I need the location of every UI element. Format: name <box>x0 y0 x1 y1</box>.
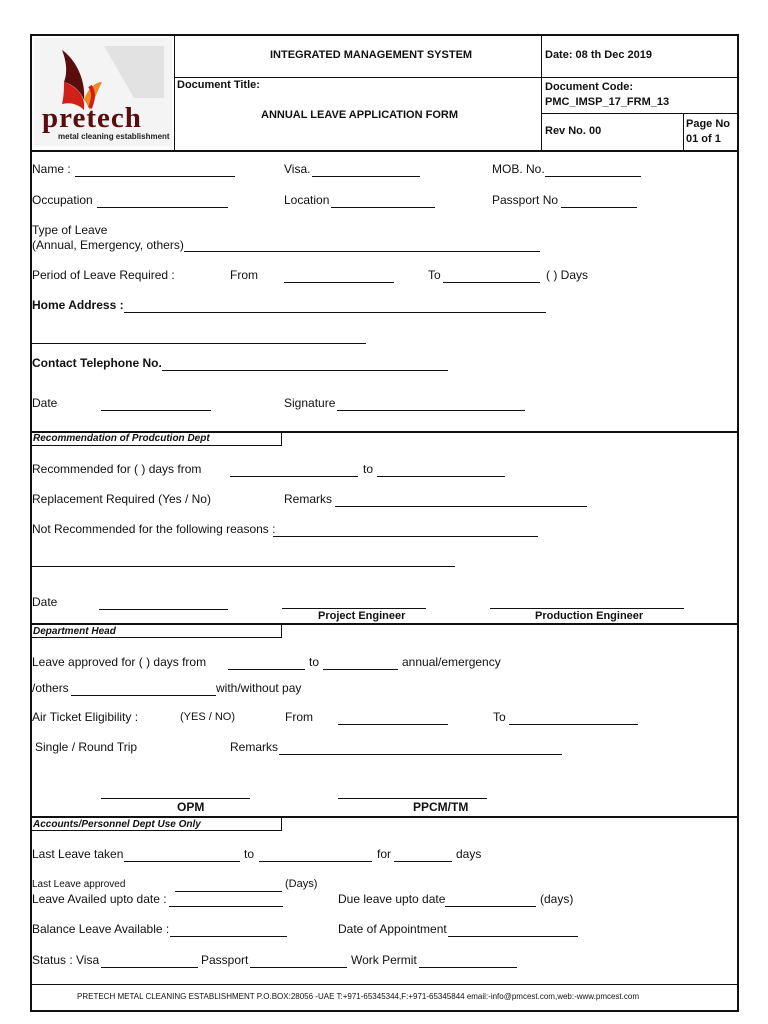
revision-number: Rev No. 00 <box>545 125 602 137</box>
recommended-to-label: to <box>363 462 374 476</box>
period-label: Period of Leave Required : <box>32 268 175 282</box>
header-bottom-rule <box>30 150 739 152</box>
period-to-label: To <box>428 268 441 282</box>
type-of-leave-label: Type of Leave <box>32 223 108 237</box>
project-engineer-sign-line[interactable] <box>282 608 426 609</box>
period-from-field[interactable] <box>284 282 394 283</box>
dept-head-remarks-field[interactable] <box>279 754 562 755</box>
document-code-label: Document Code: <box>545 81 633 93</box>
due-leave-days-label: (days) <box>540 892 574 906</box>
not-recommended-field-2[interactable] <box>32 566 455 567</box>
location-field[interactable] <box>331 207 435 208</box>
status-passport-label: Passport <box>201 953 249 967</box>
production-remarks-label: Remarks <box>284 492 333 506</box>
company-logo <box>34 38 172 146</box>
recommended-from-field[interactable] <box>230 476 358 477</box>
applicant-date-label: Date <box>32 396 58 410</box>
period-from-label: From <box>230 268 258 282</box>
document-title-label: Document Title: <box>177 79 260 91</box>
production-engineer-sign-line[interactable] <box>490 608 684 609</box>
not-recommended-label: Not Recommended for the following reasons : <box>32 522 276 536</box>
document-title: ANNUAL LEAVE APPLICATION FORM <box>261 109 458 121</box>
annual-emergency-label: annual/emergency <box>402 655 501 669</box>
last-leave-for-label: for <box>377 847 392 861</box>
status-visa-field[interactable] <box>101 967 198 968</box>
document-code: PMC_IMSP_17_FRM_13 <box>545 96 670 108</box>
type-of-leave-field[interactable] <box>184 251 540 252</box>
air-ticket-yes-no: (YES / NO) <box>180 711 236 723</box>
dept-head-remarks-label: Remarks <box>230 740 279 754</box>
balance-leave-field[interactable] <box>170 936 287 937</box>
passport-label: Passport No <box>492 193 559 207</box>
occupation-field[interactable] <box>97 207 228 208</box>
not-recommended-field-1[interactable] <box>273 536 538 537</box>
ppcm-sign-line[interactable] <box>338 798 487 799</box>
name-label: Name : <box>32 162 71 176</box>
air-ticket-from-field[interactable] <box>338 724 448 725</box>
air-ticket-to-field[interactable] <box>509 724 638 725</box>
system-title: INTEGRATED MANAGEMENT SYSTEM <box>270 49 473 61</box>
logo-wordmark: pretech <box>42 102 142 134</box>
mobile-field[interactable] <box>545 176 641 177</box>
last-leave-to-field[interactable] <box>259 861 372 862</box>
contact-telephone-field[interactable] <box>162 370 448 371</box>
recommended-to-field[interactable] <box>377 476 505 477</box>
leave-availed-field[interactable] <box>169 906 283 907</box>
appointment-date-field[interactable] <box>448 936 578 937</box>
type-of-leave-hint: (Annual, Emergency, others) <box>32 238 184 252</box>
opm-label: OPM <box>177 800 205 814</box>
work-permit-label: Work Permit <box>351 953 417 967</box>
footer-contact-info: PRETECH METAL CLEANING ESTABLISHMENT P.O.BOX:28056 -UAE T:+971-65345344,F:+971-65345844 email:-info@pmcest.com,web:-www.pmcest.com <box>77 992 639 1001</box>
contact-telephone-label: Contact Telephone No. <box>32 356 162 370</box>
others-field[interactable] <box>71 695 216 696</box>
document-date: Date: 08 th Dec 2019 <box>545 49 652 61</box>
page-number-label: Page No <box>686 118 731 130</box>
footer-rule <box>30 984 739 985</box>
home-address-field-1[interactable] <box>124 312 546 313</box>
header-divider-3 <box>683 113 684 150</box>
header-divider-2 <box>541 35 542 150</box>
applicant-date-field[interactable] <box>101 410 211 411</box>
last-leave-days-label: days <box>456 847 482 861</box>
last-leave-taken-label: Last Leave taken <box>32 847 124 861</box>
replacement-label: Replacement Required (Yes / No) <box>32 492 211 506</box>
appointment-date-label: Date of Appointment <box>338 922 447 936</box>
page-number-value: 01 of 1 <box>686 133 721 145</box>
period-to-field[interactable] <box>443 282 540 283</box>
header-rule-2 <box>541 113 737 114</box>
occupation-label: Occupation <box>32 193 93 207</box>
leave-approved-to-field[interactable] <box>323 669 398 670</box>
air-ticket-from-label: From <box>285 710 313 724</box>
production-heading: Recommendation of Prodcution Dept <box>33 433 210 444</box>
name-field[interactable] <box>75 176 235 177</box>
production-engineer-label: Production Engineer <box>535 610 644 622</box>
header-divider-1 <box>174 35 175 150</box>
production-remarks-field[interactable] <box>335 506 587 507</box>
accounts-heading: Accounts/Personnel Dept Use Only <box>33 819 201 830</box>
balance-leave-label: Balance Leave Available : <box>32 922 170 936</box>
trip-type-label: Single / Round Trip <box>35 740 138 754</box>
last-leave-approved-field[interactable] <box>175 891 282 892</box>
project-engineer-label: Project Engineer <box>318 610 406 622</box>
status-passport-field[interactable] <box>250 967 347 968</box>
production-date-label: Date <box>32 595 58 609</box>
work-permit-field[interactable] <box>419 967 517 968</box>
logo-tagline: metal cleaning establishment <box>58 132 170 141</box>
dept-head-heading: Department Head <box>33 626 116 637</box>
signature-label: Signature <box>284 396 336 410</box>
production-date-field[interactable] <box>99 609 228 610</box>
last-leave-approved-label: Last Leave approved <box>32 879 126 890</box>
period-days-label: ( ) Days <box>546 268 588 282</box>
mobile-label: MOB. No. <box>492 162 545 176</box>
leave-availed-label: Leave Availed upto date : <box>32 892 167 906</box>
last-leave-from-field[interactable] <box>124 861 240 862</box>
visa-label: Visa. <box>284 162 311 176</box>
last-leave-days-field[interactable] <box>394 861 452 862</box>
due-leave-field[interactable] <box>445 906 536 907</box>
leave-approved-from-field[interactable] <box>228 669 305 670</box>
visa-field[interactable] <box>312 176 420 177</box>
home-address-field-2[interactable] <box>32 343 366 344</box>
last-leave-to-label: to <box>244 847 255 861</box>
air-ticket-to-label: To <box>493 710 506 724</box>
home-address-label: Home Address : <box>32 298 124 312</box>
ppcm-label: PPCM/TM <box>413 800 469 814</box>
opm-sign-line[interactable] <box>101 798 250 799</box>
header-rule-1 <box>175 77 737 78</box>
leave-approved-label: Leave approved for ( ) days from <box>32 655 207 669</box>
others-label: /others <box>32 681 69 695</box>
due-leave-label: Due leave upto date <box>338 892 446 906</box>
status-visa-label: Status : Visa <box>32 953 100 967</box>
location-label: Location <box>284 193 330 207</box>
air-ticket-label: Air Ticket Eligibility : <box>32 710 139 724</box>
leave-approved-to-label: to <box>309 655 320 669</box>
signature-field[interactable] <box>337 410 525 411</box>
last-leave-approved-days: (Days) <box>285 878 318 890</box>
with-without-pay-label: with/without pay <box>216 681 302 695</box>
passport-field[interactable] <box>561 207 637 208</box>
recommended-for-label: Recommended for ( ) days from <box>32 462 202 476</box>
